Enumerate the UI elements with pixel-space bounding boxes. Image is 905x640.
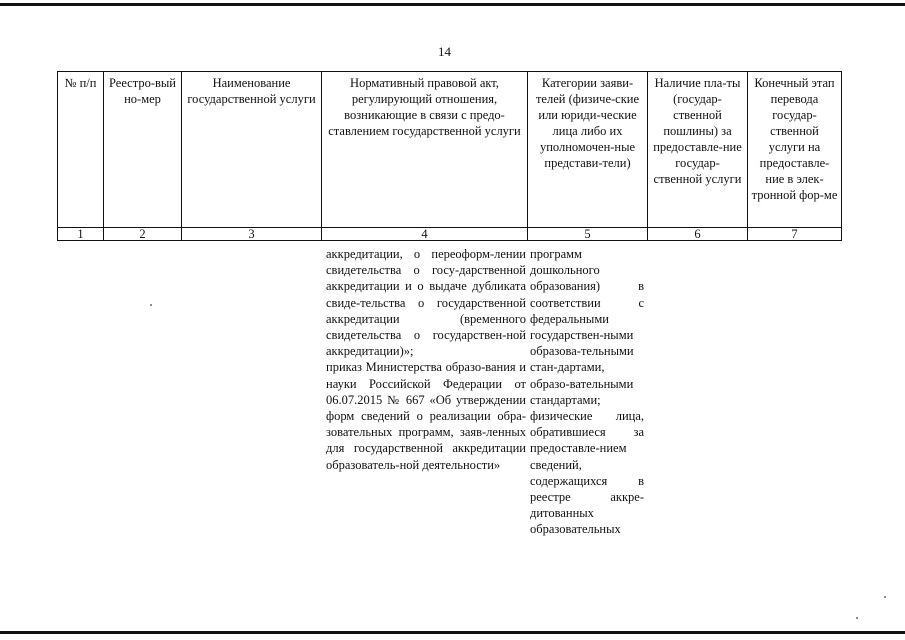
services-table bbox=[57, 71, 842, 241]
column-number: 3 bbox=[182, 228, 322, 241]
column-number: 2 bbox=[104, 228, 182, 241]
column-number: 4 bbox=[322, 228, 528, 241]
table-header-row bbox=[58, 72, 842, 228]
scan-speck bbox=[884, 596, 886, 598]
column-number: 7 bbox=[748, 228, 842, 241]
column-header-applicant-categories: Категории заяви-телей (физиче-ские или юриди-ческие лица либо их уполномочен-ные представи-тели) bbox=[528, 72, 648, 228]
applicant-paragraph: программ дошкольного образования) в соответствии с федеральными государствен-ными образова-тельными стан-дартами, образо-вательными стандартами; bbox=[530, 247, 644, 407]
column-header-legal-act: Нормативный правовой акт, регулирующий отношения, возникающие в связи с предо-ставлением государственной услуги bbox=[322, 72, 528, 228]
top-border-line bbox=[0, 3, 905, 6]
applicant-categories-continuation bbox=[530, 246, 644, 538]
column-header-fee: Наличие пла-ты (государ-ственной пошлины) за предоставле-ние государ-ственной услуги bbox=[648, 72, 748, 228]
applicant-paragraph: физические лица, обратившиеся за предоставле-нием сведений, содержащихся в реестре аккре-дитованных образовательных bbox=[530, 409, 644, 537]
bottom-border-line bbox=[0, 631, 905, 634]
column-header-service-name: Наименование государственной услуги bbox=[182, 72, 322, 228]
legal-act-continuation bbox=[326, 246, 526, 473]
legal-act-paragraph: аккредитации, о переоформ-лении свидетельства о госу-дарственной аккредитации и о выдаче дубликата свиде-тельства о государственной аккредитации (временного свидетельства о государствен-ной аккредитации)»; bbox=[326, 247, 526, 359]
column-number: 6 bbox=[648, 228, 748, 241]
column-header-index: № п/п bbox=[58, 72, 104, 228]
column-number: 5 bbox=[528, 228, 648, 241]
page-number: 14 bbox=[438, 44, 451, 59]
scan-speck bbox=[856, 617, 858, 619]
column-header-registry-number: Реестро-вый но-мер bbox=[104, 72, 182, 228]
column-header-electronic-stage: Конечный этап перевода государ-ственной услуги на предоставле-ние в элек-тронной фор-ме bbox=[748, 72, 842, 228]
column-number-row bbox=[58, 228, 842, 241]
legal-act-paragraph: приказ Министерства образо-вания и науки Российской Федерации от 06.07.2015 № 667 «Об утверждении форм сведений о реализации обра-зовательных программ, заяв-ленных для государственной аккредитации образователь-ной деятельности» bbox=[326, 360, 526, 472]
column-number: 1 bbox=[58, 228, 104, 241]
scan-speck bbox=[150, 304, 152, 306]
